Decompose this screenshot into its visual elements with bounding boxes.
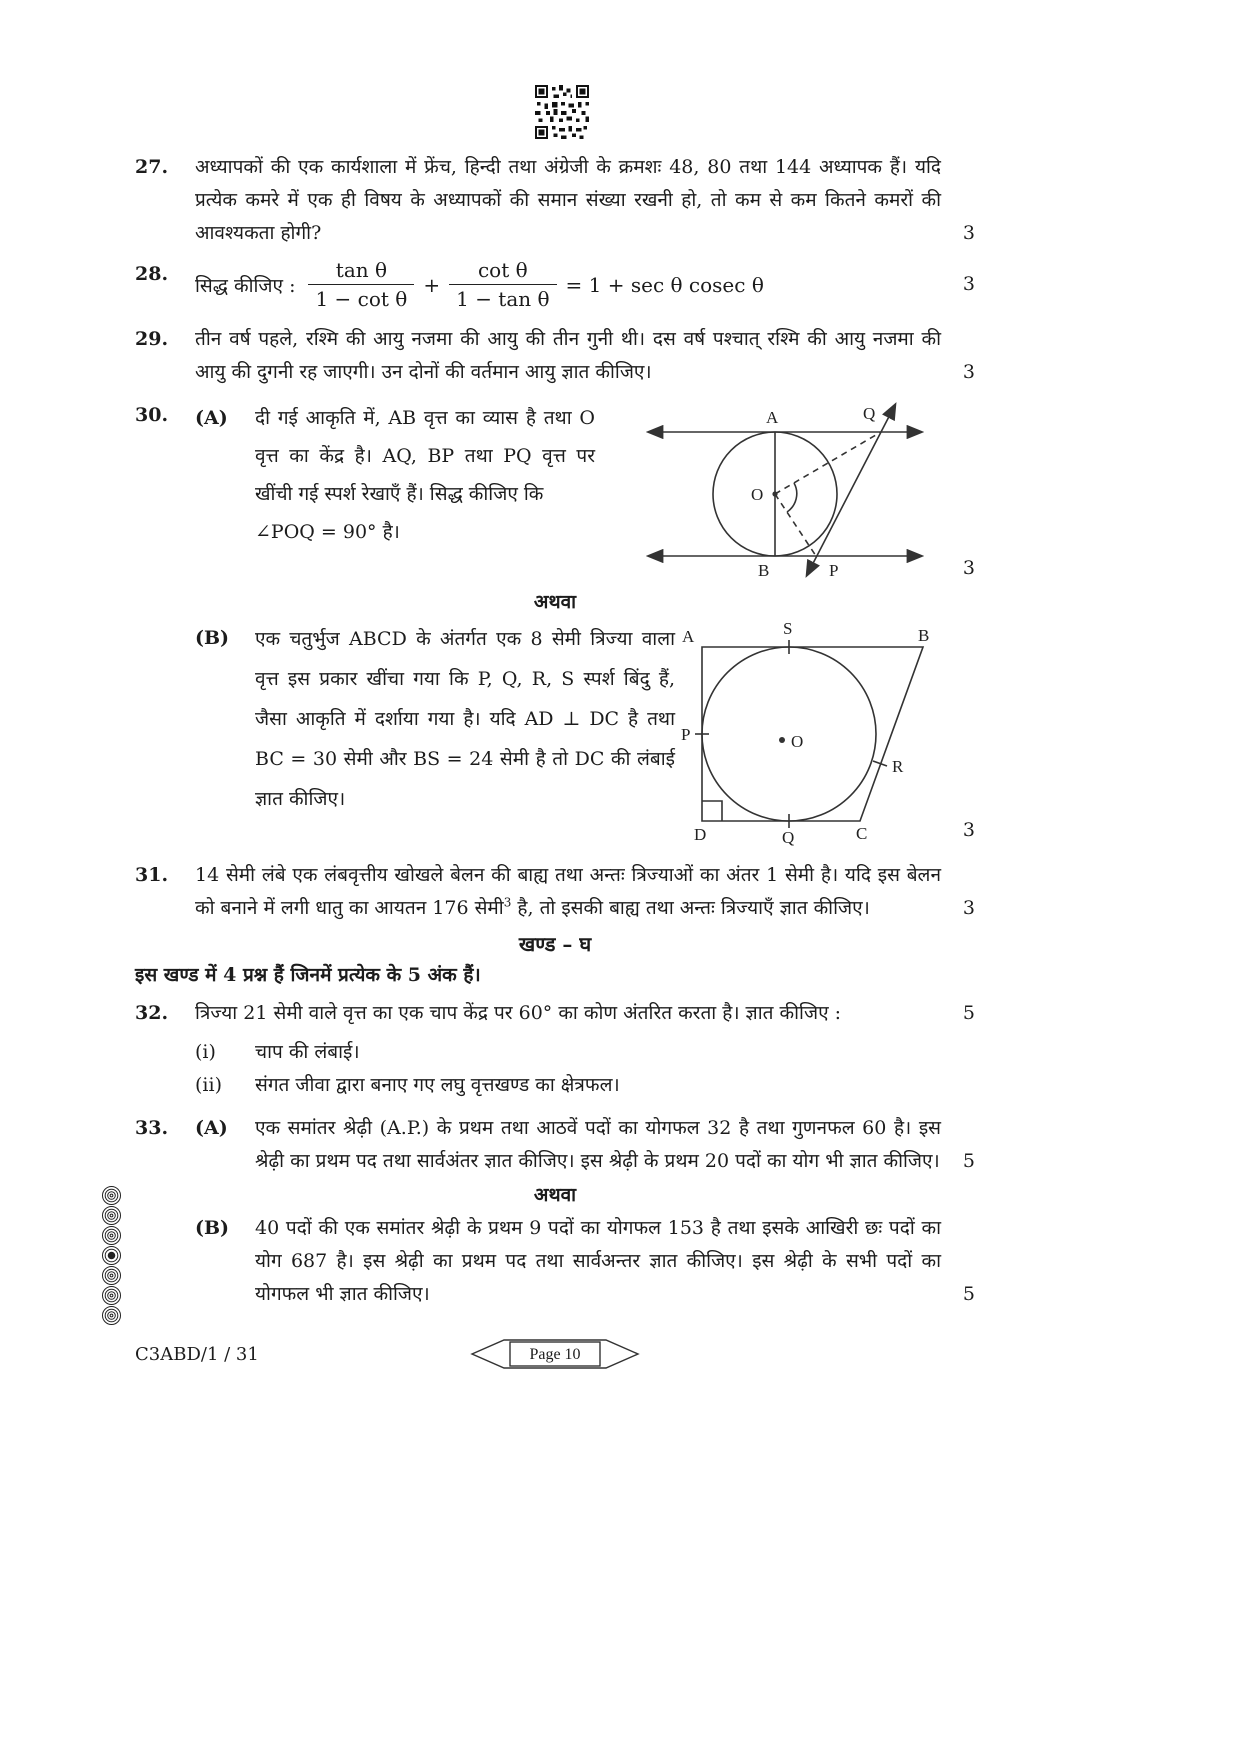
marks-value: 3 (962, 361, 975, 383)
marks-value: 5 (962, 1002, 975, 1024)
label-B: B (918, 626, 930, 645)
question-29 (135, 323, 975, 389)
label-R: R (892, 757, 904, 776)
option-b-label: (B) (195, 1217, 230, 1239)
question-33-b (135, 1212, 975, 1311)
question-text: दी गई आकृति में, AB वृत्त का व्यास है तथा O वृत्त का केंद्र है। AQ, BP तथा PQ वृत्त पर खींची गई स्पर्श रेखाएँ हैं। सिद्ध कीजिए कि ∠POQ = 90° है। (255, 407, 595, 543)
superscript-3: 3 (503, 895, 512, 910)
question-27 (135, 151, 975, 250)
center-point (779, 737, 785, 743)
marks-value: 5 (962, 1283, 975, 1305)
question-31 (135, 859, 975, 925)
question-30-b (135, 619, 975, 847)
marks-value: 5 (962, 1150, 975, 1172)
spiral-icon (101, 1185, 122, 1206)
section-note: इस खण्ड में 4 प्रश्न हैं जिनमें प्रत्येक के 5 अंक हैं। (135, 964, 481, 986)
spiral-icon (101, 1205, 122, 1226)
question-number: 28. (135, 263, 169, 285)
question-32 (135, 997, 975, 1030)
spiral-icon (101, 1225, 122, 1246)
question-number: 32. (135, 1002, 169, 1024)
question-number-spacer (135, 1212, 195, 1311)
label-O: O (791, 732, 804, 751)
question-number: 33. (135, 1117, 169, 1139)
label-S: S (783, 619, 793, 638)
page-number-badge (470, 1336, 640, 1376)
trig-identity-formula (195, 258, 941, 311)
formula-rhs: = 1 + sec θ cosec θ (565, 272, 764, 297)
question-number: 31. (135, 864, 169, 886)
label-A: A (766, 408, 779, 427)
item-i-label: (i) (195, 1041, 216, 1063)
or-separator: अथवा (533, 591, 577, 613)
option-b-label: (B) (195, 627, 230, 649)
label-B: B (758, 561, 770, 580)
label-A: A (682, 627, 695, 646)
marks-value: 3 (962, 897, 975, 919)
label-P: P (829, 561, 839, 580)
question-number-spacer (135, 1036, 195, 1069)
label-Q: Q (782, 828, 795, 847)
question-text: एक समांतर श्रेढ़ी (A.P.) के प्रथम तथा आठवें पदों का योगफल 32 है तथा गुणनफल 60 है। इस श्रेढ़ी का प्रथम पद तथा सार्वअंतर ज्ञात कीजिए। इस श्रेढ़ी के प्रथम 20 पदों का योग भी ज्ञात कीजिए। (255, 1117, 941, 1172)
item-ii-text: संगत जीवा द्वारा बनाए गए लघु वृत्तखण्ड का क्षेत्रफल। (255, 1074, 620, 1096)
page-content (135, 85, 975, 1311)
marks-value: 3 (962, 273, 975, 295)
question-text: तीन वर्ष पहले, रश्मि की आयु नजमा की आयु की तीन गुनी थी। दस वर्ष पश्चात् रश्मि की आयु नजमा की आयु की दुगनी रह जाएगी। उन दोनों की वर्तमान आयु ज्ञात कीजिए। (195, 328, 941, 383)
question-text: एक चतुर्भुज ABCD के अंतर्गत एक 8 सेमी त्रिज्या वाला वृत्त इस प्रकार खींचा गया कि P, Q, R, S स्पर्श बिंदु हैं, जैसा आकृति में दर्शाया गया है। यदि AD ⊥ DC है तथा BC = 30 सेमी और BS = 24 सेमी है तो DC की लंबाई ज्ञात कीजिए। (255, 628, 675, 810)
qr-code-graphic (535, 85, 589, 139)
label-O: O (751, 485, 764, 504)
question-number: 27. (135, 156, 169, 178)
figure-1-container (595, 399, 941, 585)
marks-value: 3 (962, 222, 975, 244)
page-number-text: Page 10 (529, 1346, 581, 1363)
question-number-spacer (135, 619, 195, 847)
question-number-spacer (135, 1069, 195, 1102)
center-point (772, 491, 777, 496)
security-spiral-marks (101, 1185, 123, 1325)
marks-value: 3 (962, 819, 975, 841)
paper-code: C3ABD/1 / 31 (135, 1344, 259, 1365)
fraction-2: $\frac{\text{cot θ}}{\text{1 − tan θ}}$ (449, 258, 556, 311)
fraction-1: $\frac{\text{tan θ}}{\text{1 − cot θ}}$ (308, 258, 414, 311)
option-a-label: (A) (195, 1117, 228, 1139)
figure-2-container (675, 619, 941, 847)
or-separator: अथवा (533, 1184, 577, 1206)
question-32-item-ii (135, 1069, 975, 1102)
label-Q: Q (863, 404, 876, 423)
question-33-a (135, 1112, 975, 1178)
qr-code (535, 85, 589, 139)
marks-value: 3 (962, 557, 975, 579)
formula-prefix: सिद्ध कीजिए : (195, 274, 296, 297)
section-heading: खण्ड – घ (518, 932, 592, 956)
item-ii-label: (ii) (195, 1074, 222, 1096)
question-text: 40 पदों की एक समांतर श्रेढ़ी के प्रथम 9 पदों का योगफल 153 है तथा इसके आखिरी छः पदों का योग 687 है। इस श्रेढ़ी का प्रथम पद तथा सार्वअन्तर ज्ञात कीजिए। इस श्रेढ़ी के सभी पदों का योगफल भी ज्ञात कीजिए। (255, 1217, 941, 1305)
label-C: C (856, 824, 868, 843)
spiral-icon (101, 1305, 122, 1326)
angle-statement: ∠POQ = 90° है। (255, 521, 400, 543)
spiral-icon-filled (101, 1245, 122, 1266)
question-text: 14 सेमी लंबे एक लंबवृत्तीय खोखले बेलन की बाह्य तथा अन्तः त्रिज्याओं का अंतर 1 सेमी है। यदि इस बेलन को बनाने में लगी धातु का आयतन 176 सेमी$^3$ है, तो इसकी बाह्य तथा अन्तः त्रिज्याएँ ज्ञात कीजिए। (195, 864, 941, 919)
question-30-a (135, 399, 975, 585)
page-number-graphic (470, 1336, 640, 1372)
question-text: त्रिज्या 21 सेमी वाले वृत्त का एक चाप केंद्र पर 60° का कोण अंतरित करता है। ज्ञात कीजिए : (195, 1002, 842, 1024)
inscribed-circle-figure (680, 619, 935, 847)
circle-tangents-figure (635, 399, 935, 585)
question-number: 29. (135, 328, 169, 350)
label-D: D (694, 825, 707, 844)
spiral-icon (101, 1285, 122, 1306)
plus-sign: + (423, 272, 441, 297)
question-28 (135, 258, 975, 311)
option-a-label: (A) (195, 407, 228, 429)
item-i-text: चाप की लंबाई। (255, 1041, 360, 1063)
question-32-item-i (135, 1036, 975, 1069)
question-number: 30. (135, 404, 169, 426)
spiral-icon (101, 1265, 122, 1286)
question-text: अध्यापकों की एक कार्यशाला में फ्रेंच, हिन्दी तथा अंग्रेजी के क्रमशः 48, 80 तथा 144 अध्यापक हैं। यदि प्रत्येक कमरे में एक ही विषय के अध्यापकों की समान संख्या रखनी हो, तो कम से कम कितने कमरों की आवश्यकता होगी? (195, 156, 941, 244)
label-P: P (681, 725, 691, 744)
